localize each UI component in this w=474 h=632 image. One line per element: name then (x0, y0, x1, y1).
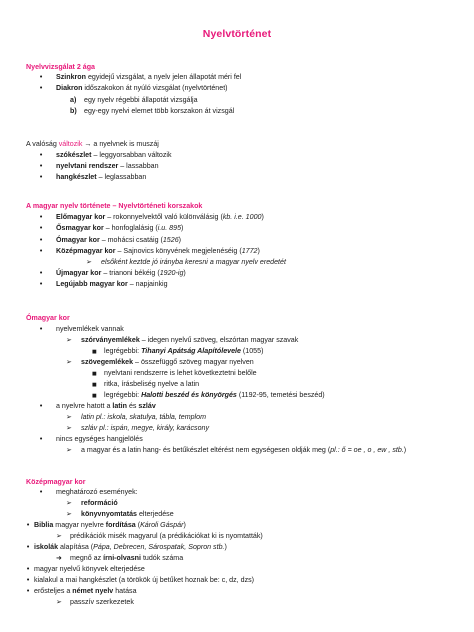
list-item: elsőként keztde jó irányba keresni a magyar nyelv eredetét (101, 258, 286, 266)
list-item: könyvnyomtatás elterjedése (81, 510, 174, 518)
list-item: Újmagyar kor – trianoni békéig (1920-ig) (56, 269, 186, 277)
arrow-bullet-icon: ➢ (66, 413, 72, 421)
bullet-icon: • (39, 435, 44, 443)
list-item: prédikációk misék magyarul (a prédikációkat ki is nyomtatták) (70, 532, 263, 540)
arrow-bullet-icon: ➢ (56, 598, 62, 606)
list-item: szláv pl.: ispán, megye, király, karácsony (81, 424, 210, 432)
bullet-icon: • (39, 236, 44, 244)
list-item: megnő az írni-olvasni tudók száma (70, 554, 184, 562)
list-item: a magyar és a latin hang- és betűkészlet eltérést nem egységesen oldják meg (pl.: ő = oe , o , ew , stb.) (81, 446, 407, 454)
list-item: ritka, írásbeliség nyelve a latin (104, 380, 200, 388)
list-item: meghatározó események: (56, 488, 138, 496)
list-item: szórványemlékek – idegen nyelvű szöveg, elszórtan magyar szavak (81, 336, 299, 344)
arrow-bullet-icon: ➢ (66, 358, 72, 366)
list-item: nyelvtani rendszer – lassabban (56, 162, 159, 170)
square-bullet-icon: ■ (92, 393, 97, 399)
arrow-bullet-icon: ➢ (66, 336, 72, 344)
list-item: nincs egységes hangjelölés (56, 435, 143, 443)
page-title: Nyelvtörténet (202, 28, 272, 40)
paragraph-valosag: A valóság változik → a nyelvnek is muszáj (26, 140, 159, 148)
list-item: egy nyelv régebbi állapotát vizsgálja (84, 96, 198, 104)
bullet-icon: • (39, 325, 44, 333)
bullet-icon: • (39, 488, 44, 496)
list-item: legrégebbi: Halotti beszéd és könyörgés (1192-95, temetési beszéd) (104, 391, 325, 399)
section-heading-korszakok: A magyar nyelv története – Nyelvtörténeti korszakok (26, 202, 203, 210)
arrow-bullet-icon: ➢ (66, 424, 72, 432)
list-item: Szinkron egyidejű vizsgálat, a nyelv jelen állapotát méri fel (56, 73, 242, 81)
bullet-icon: • (39, 247, 44, 255)
bullet-icon: • (39, 269, 44, 277)
list-item: legrégebbi: Tihanyi Apátság Alapítólevele (1055) (104, 347, 264, 355)
section-heading-nyelvvizsgalat: Nyelvvizsgálat 2 ága (26, 63, 96, 71)
list-item: a nyelvre hatott a latin és szláv (56, 402, 156, 410)
list-item: Középmagyar kor – Sajnovics könyvének megjelenéséig (1772) (56, 247, 260, 255)
list-item: reformáció (81, 499, 118, 507)
arrow-bullet-icon: ➢ (56, 532, 62, 540)
bullet-icon: • (39, 402, 44, 410)
list-item: magyar nyelvű könyvek elterjedése (34, 565, 145, 573)
list-item: Ősmagyar kor – honfoglalásig (i.u. 895) (56, 224, 184, 232)
list-item: szókészlet – leggyorsabban változik (56, 151, 172, 159)
bullet-icon: • (39, 280, 44, 288)
list-item: Ómagyar kor – mohácsi csatáig (1526) (56, 236, 182, 244)
list-number: b) (70, 107, 77, 115)
list-item: iskolák alapítása (Pápa, Debrecen, Sárospatak, Sopron stb.) (34, 543, 227, 551)
list-item: Előmagyar kor – rokonnyelvektől való különválásig (kb. i.e. 1000) (56, 213, 264, 221)
bullet-icon: • (39, 213, 44, 221)
bullet-icon: • (26, 565, 31, 573)
bullet-icon: • (39, 84, 44, 92)
bullet-icon: • (39, 151, 44, 159)
arrow-bullet-icon: ➢ (66, 499, 72, 507)
list-item: passzív szerkezetek (70, 598, 134, 606)
list-item: kialakul a mai hangkészlet (a törökök új betűket hoznak be: c, dz, dzs) (34, 576, 255, 584)
list-item: nyelvtani rendszerre is lehet következtetni belőle (104, 369, 257, 377)
list-item: Legújabb magyar kor – napjainkig (56, 280, 168, 288)
bullet-icon: • (26, 587, 31, 595)
list-item: egy-egy nyelvi elemet több korszakon át vizsgál (84, 107, 235, 115)
section-heading-kozepmagyar: Középmagyar kor (26, 478, 86, 486)
list-item: Biblia magyar nyelvre fordítása (Károli Gáspár) (34, 521, 186, 529)
bullet-icon: • (26, 576, 31, 584)
list-item: Diakron időszakokon át nyúló vizsgálat (nyelvtörténet) (56, 84, 228, 92)
bullet-icon: • (39, 173, 44, 181)
list-item: nyelvemlékek vannak (56, 325, 124, 333)
square-bullet-icon: ■ (92, 349, 97, 355)
arrow-bullet-icon: ➢ (86, 258, 92, 266)
bullet-icon: • (39, 73, 44, 81)
bullet-icon: • (26, 521, 31, 529)
list-item: erősteljes a német nyelv hatása (34, 587, 137, 595)
square-bullet-icon: ■ (92, 382, 97, 388)
bullet-icon: • (39, 162, 44, 170)
arrow-bullet-icon: ➢ (66, 446, 72, 454)
arrow-bullet-icon: ➢ (66, 510, 72, 518)
square-bullet-icon: ■ (92, 371, 97, 377)
arrow-inline-icon: ➜ (56, 554, 62, 562)
section-heading-omagyar: Ómagyar kor (26, 314, 70, 322)
list-item: szövegemlékek – összefüggő szöveg magyar nyelven (81, 358, 254, 366)
bullet-icon: • (39, 224, 44, 232)
list-item: latin pl.: iskola, skatulya, tábla, templom (81, 413, 206, 421)
list-number: a) (70, 96, 77, 104)
bullet-icon: • (26, 543, 31, 551)
list-item: hangkészlet – leglassabban (56, 173, 147, 181)
